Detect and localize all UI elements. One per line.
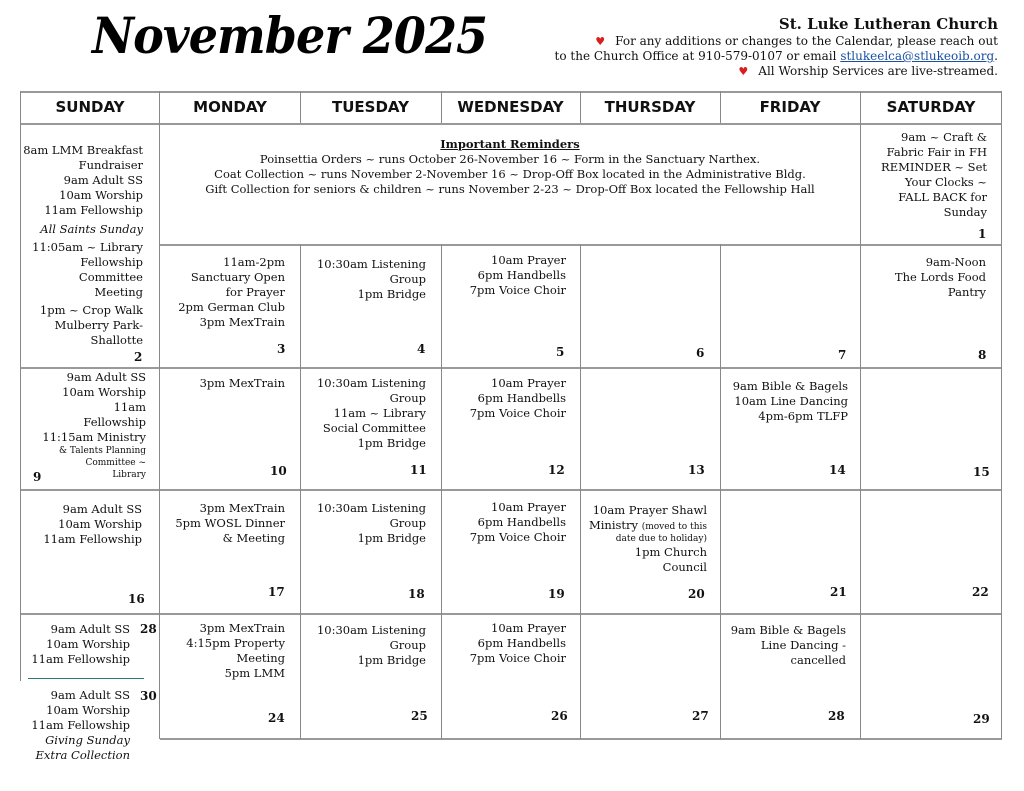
day-cell-nov-3: [165, 255, 285, 330]
event-line: 3pm MexTrain: [199, 501, 285, 515]
day-cell-nov-19: [446, 500, 566, 545]
day-cell-nov-1: [865, 130, 987, 220]
event-line: 8am LMM Breakfast: [23, 143, 143, 157]
event-line: Pantry: [947, 285, 986, 299]
event-line: 10am Prayer: [491, 621, 566, 635]
col-divider: [860, 91, 861, 739]
event-line: 11:05am ~ Library: [32, 240, 143, 254]
event-line: 10am Worship: [58, 517, 142, 531]
event-line: 1pm Bridge: [357, 531, 426, 545]
event-line: 9am Adult SS: [63, 173, 143, 187]
day-cell-nov-20: [585, 503, 707, 575]
day-cell-nov-16: [25, 502, 142, 547]
day-cell-nov-4: [305, 257, 426, 302]
event-line: 11am Fellowship: [31, 718, 130, 732]
day-cell-nov-17: [165, 501, 285, 546]
event-line: Extra Collection: [35, 748, 130, 762]
reminder-item: Poinsettia Orders ~ runs October 26-November 16 ~ Form in the Sanctuary Narthex.: [259, 152, 761, 166]
event-line: 10:30am Listening: [316, 257, 426, 271]
event-line: 6pm Handbells: [477, 515, 566, 529]
event-line: 6pm Handbells: [477, 391, 566, 405]
event-line: 1pm Bridge: [357, 287, 426, 301]
day-cell-nov-30: [25, 688, 130, 763]
event-line: 3pm MexTrain: [199, 621, 285, 635]
day-header-saturday: SATURDAY: [886, 98, 976, 116]
day-number: 21: [830, 585, 847, 599]
day-header-monday: MONDAY: [193, 98, 267, 116]
day-cell-nov-26: [446, 621, 566, 666]
event-line: 9am Bible & Bagels: [730, 623, 846, 637]
day-number: 28: [140, 622, 157, 636]
event-line: [585, 518, 707, 533]
contact-line-3: [555, 64, 998, 79]
header-bottom-border: [20, 123, 1002, 125]
row-divider: [860, 244, 1002, 246]
event-line: 11am Fellowship: [44, 203, 143, 217]
event-line: Shallotte: [90, 333, 143, 347]
day-cell-nov-23: [25, 622, 130, 667]
day-number: 15: [973, 465, 990, 479]
day-cell-nov-18: [305, 501, 426, 546]
event-line: 10am Worship: [59, 188, 143, 202]
event-line: Group: [389, 516, 426, 530]
event-line: 10am Worship: [46, 637, 130, 651]
col-divider: [20, 91, 21, 681]
col-divider: [720, 244, 721, 739]
event-note: date due to holiday): [615, 534, 707, 544]
event-line: 9am-Noon: [925, 255, 986, 269]
event-line: 9am Adult SS: [50, 622, 130, 636]
event-line: for Prayer: [225, 285, 285, 299]
day-number: 11: [410, 463, 427, 477]
day-cell-nov-14: [725, 379, 848, 424]
event-line: Committee: [78, 270, 143, 284]
day-number: 12: [548, 463, 565, 477]
event-line: 10am Prayer: [491, 500, 566, 514]
day-number: 13: [688, 463, 705, 477]
event-line: 10am Prayer: [491, 253, 566, 267]
event-line: Group: [389, 272, 426, 286]
event-line: 5pm WOSL Dinner: [175, 516, 285, 530]
event-line: Library: [112, 470, 146, 480]
day-cell-nov-28: [725, 623, 846, 668]
calendar-title: November 2025: [92, 6, 488, 65]
heart-icon: ♥: [738, 65, 749, 78]
event-line: 2pm German Club: [178, 300, 285, 314]
event-line: 9am ~ Craft &: [901, 130, 987, 144]
day-header-wednesday: WEDNESDAY: [457, 98, 564, 116]
contact-line-2: [555, 49, 998, 64]
row-divider: [20, 613, 1002, 615]
event-line: 1pm Bridge: [357, 436, 426, 450]
event-line: 9am Adult SS: [50, 688, 130, 702]
event-line: 11:15am Ministry: [42, 430, 146, 444]
event-line: 11am Fellowship: [31, 652, 130, 666]
day-number: 4: [417, 342, 426, 356]
day-number: 19: [548, 587, 565, 601]
event-line: 9am Adult SS: [66, 370, 146, 384]
event-line: Meeting: [94, 285, 143, 299]
event-line: Group: [389, 638, 426, 652]
heart-icon: ♥: [595, 35, 606, 48]
contact-text-1: For any additions or changes to the Calendar, please reach out: [615, 34, 998, 48]
event-line: 1pm Church: [634, 545, 707, 559]
day-cell-nov-12: [446, 376, 566, 421]
event-line: 10am Prayer: [491, 376, 566, 390]
event-line: & Talents Planning: [59, 446, 146, 456]
event-line: 7pm Voice Choir: [469, 530, 566, 544]
col-divider: [1001, 91, 1002, 739]
event-line: 6pm Handbells: [477, 268, 566, 282]
event-line: Sanctuary Open: [190, 270, 285, 284]
event-note: (moved to this: [641, 522, 707, 532]
event-line: Mulberry Park-: [54, 318, 143, 332]
event-line: 10:30am Listening: [316, 376, 426, 390]
day-number: 10: [270, 464, 287, 478]
col-divider: [580, 244, 581, 739]
reminders-heading: Important Reminders: [440, 137, 580, 151]
event-line: 11am ~ Library: [333, 406, 426, 420]
row-divider: [20, 489, 1002, 491]
day-cell-nov-24: [165, 621, 285, 681]
day-number: 5: [556, 345, 565, 359]
event-line: Meeting: [236, 651, 285, 665]
event-line: Giving Sunday: [45, 733, 130, 747]
event-line: 11am Fellowship: [43, 532, 142, 546]
event-line: Council: [662, 560, 707, 574]
event-line: Group: [389, 391, 426, 405]
event-line: Line Dancing -: [760, 638, 846, 652]
event-line: 11am: [113, 400, 146, 414]
event-line: 9am Adult SS: [62, 502, 142, 516]
day-cell-nov-25: [305, 623, 426, 668]
event-line: REMINDER ~ Set: [881, 160, 987, 174]
day-number: 30: [140, 689, 157, 703]
day-header-sunday: SUNDAY: [55, 98, 125, 116]
contact-line-1: [555, 34, 998, 49]
day-number: 25: [411, 709, 428, 723]
event-line: 10am Prayer Shawl: [592, 503, 707, 517]
church-info: [555, 14, 998, 79]
day-number: 26: [551, 709, 568, 723]
day-number: 8: [978, 348, 987, 362]
day-number: 20: [688, 587, 705, 601]
day-cell-nov-9: [40, 370, 146, 481]
calendar-grid: [20, 91, 1002, 762]
event-line: The Lords Food: [894, 270, 986, 284]
day-cell-nov-11: [305, 376, 426, 451]
col-divider: [441, 244, 442, 739]
church-name: St. Luke Lutheran Church: [778, 15, 998, 33]
event-line: 7pm Voice Choir: [469, 406, 566, 420]
day-header-tuesday: TUESDAY: [332, 98, 409, 116]
important-reminders: [160, 137, 860, 197]
event-line: Committee ~: [85, 458, 146, 468]
date-divider: [28, 678, 144, 679]
day-number: 6: [696, 346, 705, 360]
day-number: 9: [33, 470, 42, 484]
day-number: 22: [972, 585, 989, 599]
day-number: 17: [268, 585, 285, 599]
day-number: 24: [268, 711, 285, 725]
event-text: Ministry: [588, 518, 639, 532]
event-line: 10am Worship: [62, 385, 146, 399]
event-line: 7pm Voice Choir: [469, 651, 566, 665]
day-number: 1: [978, 227, 987, 241]
event-line: Social Committee: [322, 421, 426, 435]
day-number: 27: [692, 709, 709, 723]
event-line: 3pm MexTrain: [199, 315, 285, 329]
day-number: 16: [128, 592, 145, 606]
day-number: 14: [829, 463, 846, 477]
event-line: All Saints Sunday: [40, 222, 143, 236]
event-line: 9am Bible & Bagels: [732, 379, 848, 393]
event-line: 10:30am Listening: [316, 501, 426, 515]
day-cell-nov-2: [22, 143, 143, 348]
day-number: 2: [134, 350, 143, 364]
day-cell-nov-5: [446, 253, 566, 298]
event-line: cancelled: [790, 653, 846, 667]
day-header-thursday: THURSDAY: [604, 98, 696, 116]
event-line: Fabric Fair in FH: [886, 145, 987, 159]
event-line: Fundraiser: [78, 158, 143, 172]
day-number: 3: [277, 342, 286, 356]
event-line: 1pm Bridge: [357, 653, 426, 667]
day-number: 29: [973, 712, 990, 726]
event-line: 3pm MexTrain: [199, 376, 285, 390]
event-line: 4:15pm Property: [186, 636, 285, 650]
event-line: 7pm Voice Choir: [469, 283, 566, 297]
event-line: 4pm-6pm TLFP: [758, 409, 848, 423]
event-line: 5pm LMM: [224, 666, 285, 680]
event-line: Sunday: [943, 205, 987, 219]
event-line: FALL BACK for: [898, 190, 987, 204]
event-line: Your Clocks ~: [904, 175, 987, 189]
day-cell-nov-8: [865, 255, 986, 300]
row-divider: [20, 367, 1002, 369]
event-line: 10am Line Dancing: [734, 394, 848, 408]
event-line: 1pm ~ Crop Walk: [39, 303, 143, 317]
day-number: 28: [828, 709, 845, 723]
event-line: Fellowship: [83, 415, 146, 429]
contact-text-2: to the Church Office at 910-579-0107 or email: [554, 49, 837, 63]
livestream-note: All Worship Services are live-streamed.: [758, 64, 998, 78]
reminder-item: Gift Collection for seniors & children ~ runs November 2-23 ~ Drop-Off Box located the Fellowship Hall: [205, 182, 815, 196]
event-line: Fellowship: [80, 255, 143, 269]
col-divider: [300, 244, 301, 739]
grid-bottom-border: [160, 738, 1002, 740]
event-line: & Meeting: [222, 531, 285, 545]
day-number: 7: [838, 348, 847, 362]
event-line: 10am Worship: [46, 703, 130, 717]
event-line: 11am-2pm: [223, 255, 285, 269]
event-line: 6pm Handbells: [477, 636, 566, 650]
day-cell-nov-10: [165, 376, 285, 391]
email-link[interactable]: stlukeelca@stlukeoib.org: [840, 49, 995, 63]
day-header-friday: FRIDAY: [759, 98, 821, 116]
day-number: 18: [408, 587, 425, 601]
row-divider: [160, 244, 860, 246]
contact-suffix: .: [994, 49, 998, 63]
event-line: 10:30am Listening: [316, 623, 426, 637]
reminder-item: Coat Collection ~ runs November 2-November 16 ~ Drop-Off Box located in the Administrative Bldg.: [214, 167, 806, 181]
